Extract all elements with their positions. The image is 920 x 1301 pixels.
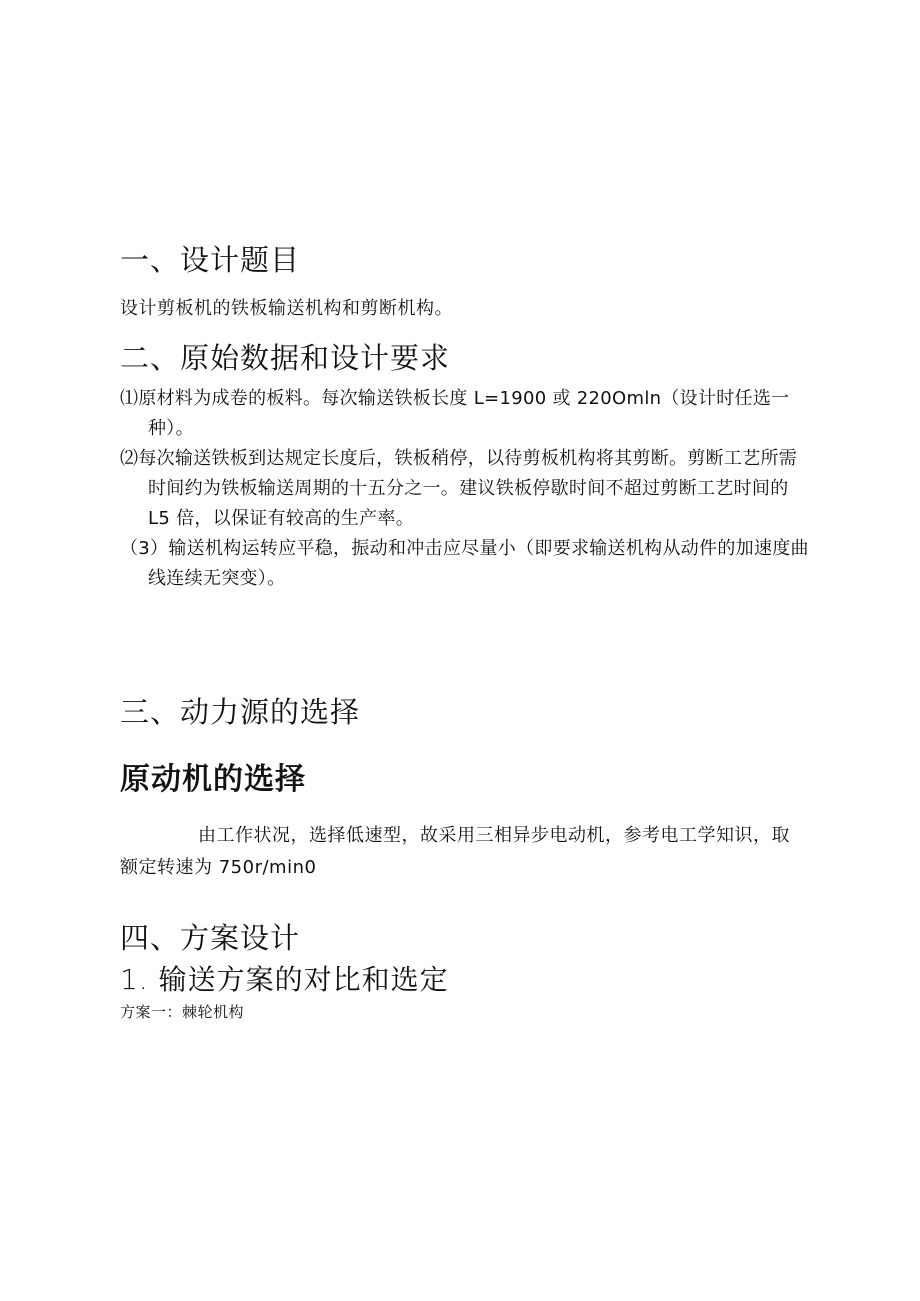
section-1-title: 一、设计题目	[120, 243, 301, 277]
option-1-label: 方案一：棘轮机构	[120, 1003, 245, 1021]
section-3-subtitle: 原动机的选择	[120, 762, 306, 797]
requirement-marker-1: ⑴	[120, 388, 139, 409]
requirement-item-2	[120, 444, 810, 534]
section-1-body: 设计剪板机的铁板输送机构和剪断机构。	[120, 298, 453, 319]
requirement-marker-2: ⑵	[120, 448, 139, 469]
section-2-title: 二、原始数据和设计要求	[120, 341, 451, 375]
requirement-item-1	[120, 384, 810, 444]
requirement-text-1: 原材料为成卷的板料。每次输送铁板长度 L=1900 或 220Omln（设计时任选一种）。	[138, 388, 790, 439]
section-3-paragraph: 由工作状况，选择低速型，故采用三相异步电动机，参考电工学知识，取额定转速为 750r∕min0	[120, 825, 790, 878]
requirement-item-3	[120, 534, 810, 594]
requirement-text-2: 每次输送铁板到达规定长度后，铁板稍停，以待剪板机构将其剪断。剪断工艺所需时间约为铁板输送周期的十五分之一。建议铁板停歇时间不超过剪断工艺时间的 L5 倍，以保证有较高的生产率。	[138, 448, 798, 529]
section-4-subtitle: 1. 输送方案的对比和选定	[120, 963, 449, 996]
requirement-marker-3: （3）	[120, 538, 169, 559]
section-3-title: 三、动力源的选择	[120, 695, 361, 729]
section-4-title: 四、方案设计	[120, 921, 301, 955]
requirements-list	[120, 384, 810, 594]
requirement-text-3: 输送机构运转应平稳，振动和冲击应尽量小（即要求输送机构从动件的加速度曲线连续无突变）。	[148, 538, 809, 589]
